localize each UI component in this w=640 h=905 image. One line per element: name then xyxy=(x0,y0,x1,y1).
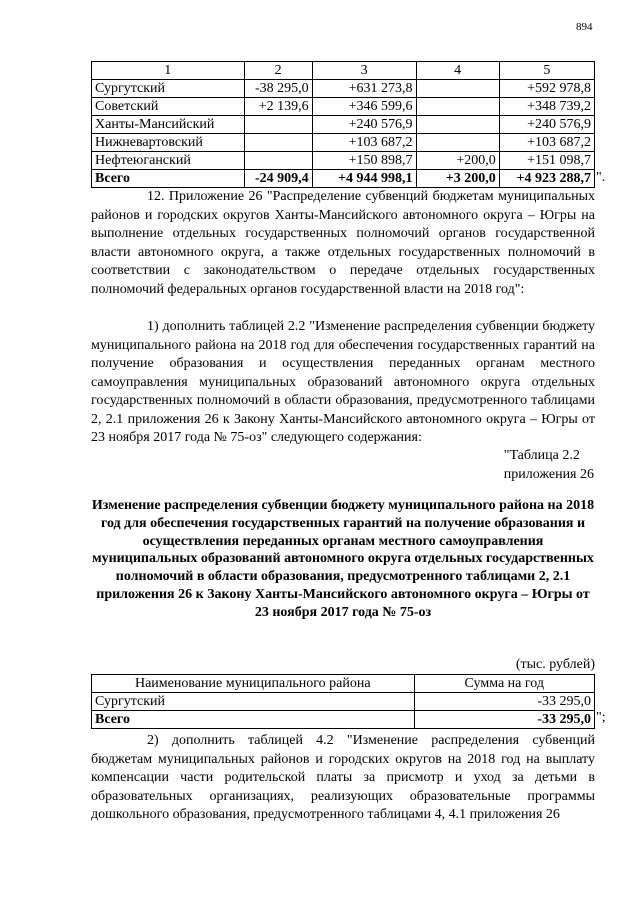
value-cell: +103 687,2 xyxy=(312,134,416,152)
value-cell xyxy=(244,134,312,152)
total-value: +4 944 998,1 xyxy=(312,170,416,188)
district-cell: Нижневартовский xyxy=(92,134,245,152)
table-reference-line1: "Таблица 2.2 xyxy=(503,448,580,463)
header-cell: 3 xyxy=(312,62,416,80)
value-cell xyxy=(416,116,499,134)
total-value: -33 295,0 xyxy=(414,711,594,729)
table-header-row xyxy=(92,62,595,80)
district-cell: Сургутский xyxy=(92,693,415,711)
paragraph-item-1-text: 1) дополнить таблицей 2.2 "Изменение распределения субвенции бюджету муниципального района на 2018 год для обеспечения государственных гарантий на получение образования и осуществления переданных органам местного самоуправления муниципальных образований автономного округа отдельных государственных полномочий в области образования, предусмотренного таблицами 2, 2.1 приложения 26 к Закону Ханты-Мансийского автономного округа – Югры от 23 ноября 2017 года № 75-оз" следующего содержания: xyxy=(91,319,595,445)
paragraph-item-1 xyxy=(91,318,595,448)
value-cell: +2 139,6 xyxy=(244,98,312,116)
value-cell xyxy=(416,80,499,98)
value-cell: +200,0 xyxy=(416,152,499,170)
table-reference xyxy=(504,447,594,484)
value-cell: +346 599,6 xyxy=(312,98,416,116)
paragraph-item-2-text: 2) дополнить таблицей 4.2 "Изменение распределения субвенций бюджетам муниципальных районов и городских округов на 2018 год на выплату компенсации части родительской платы за присмотр и уход за детьми в образовательных организациях, реализующих образовательные программы дошкольного образования, предусмотренного таблицами 4, 4.1 приложения 26 xyxy=(91,733,595,822)
value-cell: +592 978,8 xyxy=(499,80,594,98)
subvention-changes-table xyxy=(91,61,595,188)
value-cell: +240 576,9 xyxy=(499,116,594,134)
table-reference-line2: приложения 26 xyxy=(503,466,594,482)
paragraph-12 xyxy=(91,188,595,299)
table-closing-quote: ". xyxy=(596,170,606,185)
value-cell xyxy=(416,98,499,116)
total-value: -24 909,4 xyxy=(244,170,312,188)
total-value: +4 923 288,7 xyxy=(499,170,594,188)
table-row xyxy=(92,80,595,98)
units-label: (тыс. рублей) xyxy=(515,657,595,672)
value-cell: -38 295,0 xyxy=(244,80,312,98)
value-cell: +150 898,7 xyxy=(312,152,416,170)
value-cell xyxy=(416,134,499,152)
value-cell: +631 273,8 xyxy=(312,80,416,98)
value-cell: +103 687,2 xyxy=(499,134,594,152)
total-value: +3 200,0 xyxy=(416,170,499,188)
header-cell: 5 xyxy=(499,62,594,80)
paragraph-item-2 xyxy=(91,732,595,825)
page-number: 894 xyxy=(576,21,593,33)
table-title: Изменение распределения субвенции бюджету муниципального района на 2018 год для обеспечения государственных гарантий на получение образования и осуществления переданных органам местного самоуправления муниципальных образований автономного округа отдельных государственных полномочий в области образования, предусмотренного таблицами 2, 2.1 приложения 26 к Закону Ханты-Мансийского автономного округа – Югры от 23 ноября 2017 года № 75-оз xyxy=(91,498,595,620)
table-row xyxy=(92,693,595,711)
value-cell: +348 739,2 xyxy=(499,98,594,116)
table-row xyxy=(92,134,595,152)
total-label: Всего xyxy=(92,170,245,188)
value-cell: +151 098,7 xyxy=(499,152,594,170)
table-total-row xyxy=(92,170,595,188)
subvention-table-2-2 xyxy=(91,674,595,729)
value-cell: +240 576,9 xyxy=(312,116,416,134)
district-cell: Ханты-Мансийский xyxy=(92,116,245,134)
value-cell xyxy=(244,152,312,170)
value-cell: -33 295,0 xyxy=(414,693,594,711)
header-sum-cell: Сумма на год xyxy=(414,675,594,693)
district-cell: Советский xyxy=(92,98,245,116)
header-cell: 1 xyxy=(92,62,245,80)
table-total-row xyxy=(92,711,595,729)
table-closing-quote: "; xyxy=(596,710,606,725)
table-row xyxy=(92,152,595,170)
total-label: Всего xyxy=(92,711,415,729)
district-cell: Нефтеюганский xyxy=(92,152,245,170)
table-header-row xyxy=(92,675,595,693)
paragraph-12-text: 12. Приложение 26 "Распределение субвенций бюджетам муниципальных районов и городских округов Ханты-Мансийского автономного округа – Югры на выполнение отдельных государственных полномочий органов государственной власти автономного округа, а также отдельных государственных полномочий в соответствии с законодательством о передаче отдельных государственных полномочий федеральных органов государственной власти на 2018 год": xyxy=(91,189,595,297)
value-cell xyxy=(244,116,312,134)
table-row xyxy=(92,98,595,116)
header-cell: 2 xyxy=(244,62,312,80)
district-cell: Сургутский xyxy=(92,80,245,98)
table-row xyxy=(92,116,595,134)
header-cell: 4 xyxy=(416,62,499,80)
header-name-cell: Наименование муниципального района xyxy=(92,675,415,693)
